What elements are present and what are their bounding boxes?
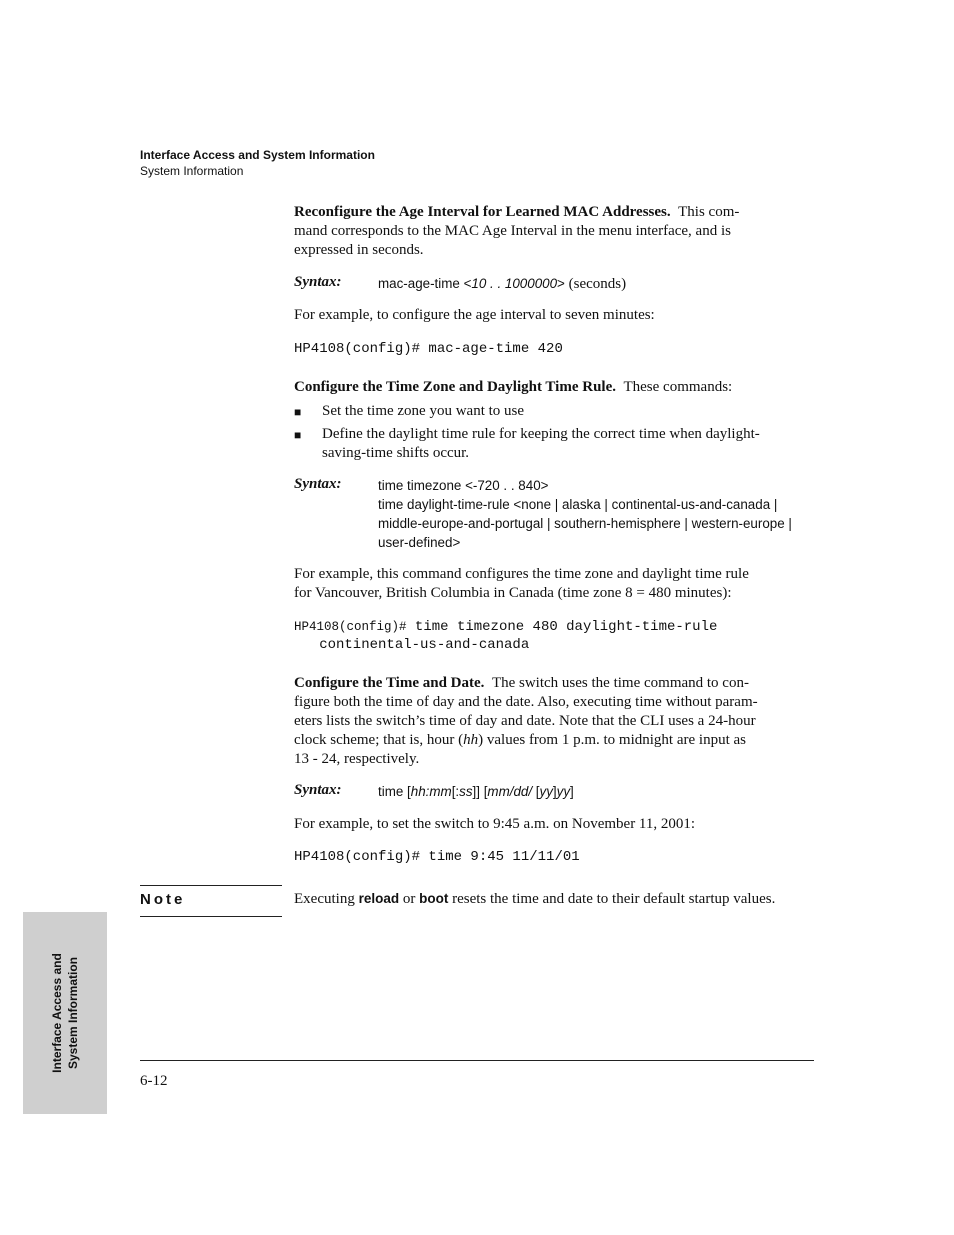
bullet-item-line: Define the daylight time rule for keeping the correct time when daylight- — [322, 426, 760, 442]
timezone-example-line1: For example, this command configures the time zone and daylight time rule — [294, 566, 749, 582]
footer-rule — [140, 1060, 814, 1061]
timezone-syntax-label: Syntax: — [294, 476, 342, 492]
code-continuation: continental-us-and-canada — [294, 637, 530, 653]
mac-age-paragraph — [294, 203, 816, 260]
timedate-example-text: For example, to set the switch to 9:45 a.m. on November 11, 2001: — [294, 816, 696, 832]
timezone-heading: Configure the Time Zone and Daylight Time Rule. — [294, 379, 616, 395]
mac-age-syntax-close: > — [557, 276, 565, 291]
mac-age-line2: mand corresponds to the MAC Age Interval in the menu interface, and is — [294, 223, 731, 239]
timezone-syntax-line: time daylight-time-rule <none | alaska | continental-us-and-canada | — [378, 497, 778, 512]
bullet-item-line: saving-time shifts occur. — [322, 445, 470, 461]
bullet-item — [322, 425, 818, 463]
timedate-heading: Configure the Time and Date. — [294, 675, 485, 691]
page-number: 6-12 — [140, 1073, 168, 1089]
timedate-line5: 13 - 24, respectively. — [294, 751, 420, 767]
mac-age-line3: expressed in seconds. — [294, 242, 424, 258]
chapter-side-tab-label: Interface Access and System Information — [50, 953, 80, 1073]
running-header-section: System Information — [140, 164, 244, 178]
timedate-syntax-label: Syntax: — [294, 782, 342, 798]
note-top-rule — [140, 885, 282, 886]
note-label: Note — [140, 891, 186, 908]
timezone-syntax-line: user-defined> — [378, 535, 461, 550]
timedate-line3: eters lists the switch’s time of day and date. Note that the CLI uses a 24-hour — [294, 713, 756, 729]
note-bottom-rule — [140, 916, 282, 917]
bullet-item-line: Set the time zone you want to use — [322, 403, 525, 419]
note-text: Executing reload or boot resets the time and date to their default startup values. — [294, 891, 776, 907]
mac-age-intro: This com- — [678, 204, 740, 220]
code-prompt: HP4108(config)# — [294, 620, 407, 634]
timezone-paragraph — [294, 378, 816, 397]
timezone-syntax-line: middle-europe-and-portugal | southern-hemisphere | western-europe | — [378, 516, 792, 531]
code-command: time timezone 480 daylight-time-rule — [406, 619, 718, 635]
mac-age-syntax-label: Syntax: — [294, 274, 342, 290]
mac-age-syntax-cmd: mac-age-time < — [378, 276, 472, 291]
bullet-marker: ■ — [294, 405, 302, 419]
running-header-chapter: Interface Access and System Information — [140, 148, 375, 162]
chapter-side-tab — [23, 912, 107, 1114]
mac-age-heading: Reconfigure the Age Interval for Learned MAC Addresses. — [294, 204, 671, 220]
note-keyword: boot — [419, 891, 449, 906]
timedate-syntax: time [hh:mm[:ss]] [mm/dd/ [yy]yy] — [378, 784, 574, 799]
timezone-example — [294, 565, 816, 603]
mac-age-syntax-range: 10 . . 1000000 — [471, 276, 558, 291]
timedate-paragraph — [294, 674, 816, 769]
timezone-syntax-line: time timezone <-720 . . 840> — [378, 478, 549, 493]
timezone-example-line2: for Vancouver, British Columbia in Canada (time zone 8 = 480 minutes): — [294, 585, 732, 601]
mac-age-syntax-unit: (seconds) — [564, 276, 627, 292]
timedate-example-code: HP4108(config)# time 9:45 11/11/01 — [294, 849, 580, 865]
mac-age-example-code: HP4108(config)# mac-age-time 420 — [294, 341, 563, 357]
timedate-line1: The switch uses the time command to con- — [491, 675, 749, 691]
mac-age-example-text: For example, to configure the age interval to seven minutes: — [294, 307, 655, 323]
timezone-intro: These commands: — [623, 379, 733, 395]
note-keyword: reload — [358, 891, 400, 906]
timedate-line2: figure both the time of day and the date. Also, executing time without param- — [294, 694, 758, 710]
mac-age-syntax — [378, 274, 818, 294]
bullet-marker: ■ — [294, 428, 302, 442]
bullet-item — [322, 402, 818, 421]
timezone-syntax — [378, 476, 818, 552]
timezone-example-code — [294, 618, 717, 654]
timedate-line4: clock scheme; that is, hour (hh) values from 1 p.m. to midnight are input as — [294, 732, 746, 748]
